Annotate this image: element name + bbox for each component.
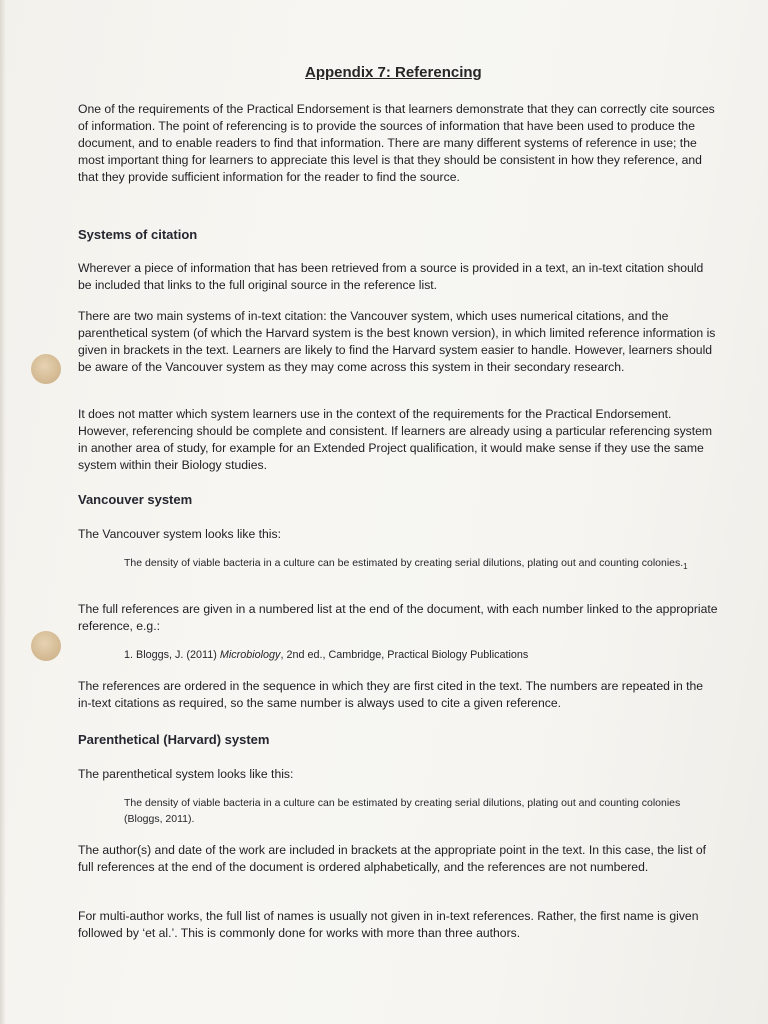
vancouver-reference-entry <box>124 649 528 661</box>
punch-hole <box>31 631 61 661</box>
vancouver-intro: The Vancouver system looks like this: <box>78 527 281 541</box>
vancouver-example-text: The density of viable bacteria in a culture can be estimated by creating serial dilutions, plating out and counting colonies. <box>124 557 684 569</box>
harvard-paragraph-2: For multi-author works, the full list of names is usually not given in in-text references. Rather, the first name is given followed by ‘et al.’. This is commonly done for works with more than three authors. <box>78 909 699 940</box>
ref-number: 1. <box>124 649 134 661</box>
harvard-example: The density of viable bacteria in a culture can be estimated by creating serial dilutions, plating out and counting colonies (Bloggs, 2011). <box>124 797 681 825</box>
punch-hole <box>31 354 61 384</box>
intro-paragraph: One of the requirements of the Practical Endorsement is that learners demonstrate that they can correctly cite sources of information. The point of referencing is to provide the sources of information that have been used to produce the document, and to enable readers to find that information. There are many different systems of reference in use; the most important thing for learners to appreciate this level is that they should be consistent in how they reference, and that they provide sufficient information for the reader to find the source. <box>78 102 715 184</box>
vancouver-heading: Vancouver system <box>78 492 193 507</box>
systems-paragraph-3: It does not matter which system learners use in the context of the requirements for the Practical Endorsement. However, referencing should be complete and consistent. If learners are already using a particular referencing system in another area of study, for example for an Extended Project qualification, it would make sense if they use the same system within their Biology studies. <box>78 407 713 472</box>
vancouver-example <box>124 555 714 575</box>
vancouver-full-refs: The full references are given in a numbered list at the end of the document, with each number linked to the appropriate reference, e.g.: <box>78 602 718 633</box>
ref-rest: , 2nd ed., Cambridge, Practical Biology Publications <box>280 649 529 661</box>
vancouver-ordering: The references are ordered in the sequence in which they are first cited in the text. The numbers are repeated in the in-text citations as required, so the same number is always used to cite a given reference. <box>78 679 704 710</box>
ref-author: Bloggs, J. (2011) <box>136 649 217 661</box>
harvard-heading: Parenthetical (Harvard) system <box>78 732 270 747</box>
harvard-paragraph-1: The author(s) and date of the work are included in brackets at the appropriate point in the text. In this case, the list of full references at the end of the document is ordered alphabetically, and the references are not numbered. <box>78 843 707 874</box>
page-title: Appendix 7: Referencing <box>305 64 482 81</box>
systems-paragraph-2: There are two main systems of in-text citation: the Vancouver system, which uses numerical citations, and the parenthetical system (of which the Harvard system is the best known version), in which limited reference information is given in brackets in the text. Learners are likely to find the Harvard system easier to handle. However, learners should be aware of the Vancouver system as they may come across this system in their secondary research. <box>78 309 716 374</box>
systems-paragraph-1: Wherever a piece of information that has been retrieved from a source is provided in a text, an in-text citation should be included that links to the full original source in the reference list. <box>78 261 704 292</box>
page-edge-shadow <box>0 0 6 1024</box>
systems-heading: Systems of citation <box>78 227 198 242</box>
vancouver-example-marker: 1 <box>683 562 688 572</box>
ref-title: Microbiology <box>219 649 281 661</box>
harvard-intro: The parenthetical system looks like this: <box>78 767 294 781</box>
